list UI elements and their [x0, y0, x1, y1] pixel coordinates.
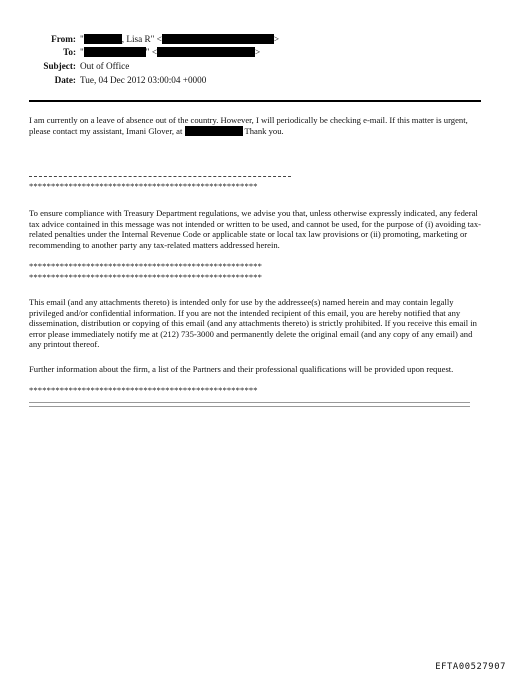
subject-label: Subject:: [43, 61, 76, 71]
redaction-box: [84, 47, 146, 57]
to-value: " " < >: [80, 47, 261, 57]
redaction-box: [162, 34, 274, 44]
double-line-separator: [29, 402, 470, 407]
body-paragraph-tax-disclaimer: To ensure compliance with Treasury Department regulations, we advise you that, unless otherwise expressly indicated, any federal tax advice contained in this message was not intended or written to be used, and cannot be used, for the purpose of (i) avoiding tax-related penalties under the Internal Revenue Code or applicable state or local tax law provisions or (ii) promoting, marketing or recommending to another party any tax-related matters addressed herein.: [29, 208, 481, 250]
dashed-separator: [29, 176, 291, 177]
subject-value: Out of Office: [80, 61, 130, 71]
from-label: From:: [51, 34, 76, 44]
asterisk-separator: *****************************************************: [29, 261, 263, 271]
asterisk-separator: *****************************************************: [29, 272, 263, 282]
header-divider: [29, 100, 481, 102]
body-paragraph-leave: I am currently on a leave of absence out of the country. However, I will periodically be checking e-mail. If this matter is urgent, please contact my assistant, Imani Glover, at Thank you.: [29, 115, 468, 136]
body-paragraph-firm-info: Further information about the firm, a list of the Partners and their professional qualifications will be provided upon request.: [29, 364, 454, 374]
redaction-box: [185, 126, 243, 136]
to-label: To:: [63, 47, 76, 57]
redaction-box: [84, 34, 122, 44]
from-value: " , Lisa R" < >: [80, 34, 280, 44]
asterisk-separator: ****************************************************: [29, 181, 258, 191]
date-label: Date:: [54, 75, 76, 85]
body-paragraph-confidentiality: This email (and any attachments thereto) is intended only for use by the addressee(s) named herein and may contain legally privileged and/or confidential information. If you are not the intended recipient of this email, you are hereby notified that any dissemination, distribution or copying of this email (and any attachments thereto) is strictly prohibited. If you receive this email in error please immediately notify me at (212) 735-3000 and permanently delete the original email (and any copy of any email) and any printout thereof.: [29, 297, 477, 350]
date-value: Tue, 04 Dec 2012 03:00:04 +0000: [80, 75, 207, 85]
asterisk-separator: ****************************************************: [29, 385, 258, 395]
redaction-box: [157, 47, 255, 57]
document-id: EFTA00527907: [435, 662, 506, 672]
